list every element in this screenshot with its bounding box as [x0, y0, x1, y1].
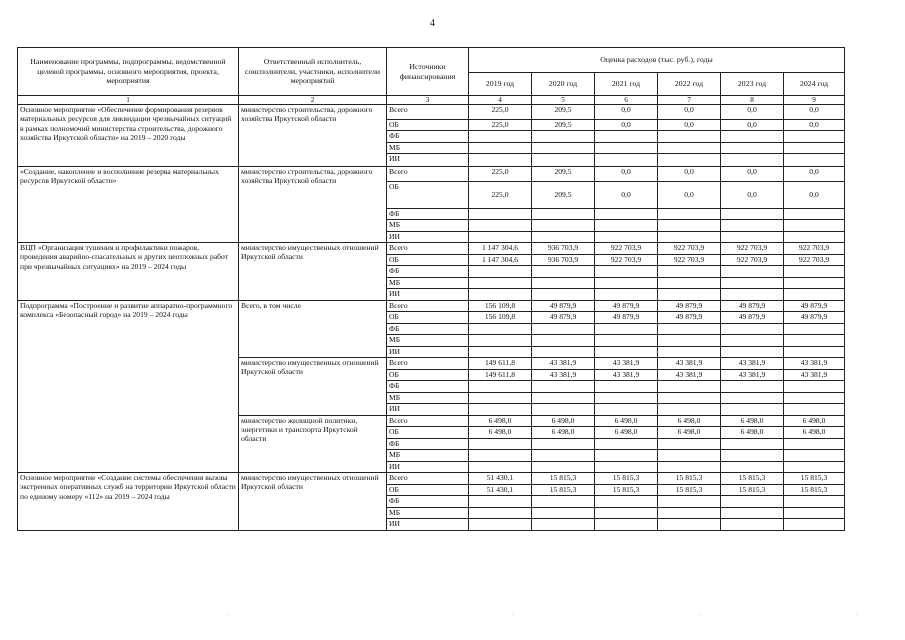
amount-cell: 0,0: [595, 167, 658, 182]
table-row: [18, 167, 845, 182]
program-name-cell: Подпрограмма «Построение и развитие аппаратно-программного комплекса «Безопасный город» на 2019 – 2024 годы: [18, 300, 239, 473]
amount-cell: 49 879,9: [658, 312, 721, 324]
column-index: 6: [595, 96, 658, 105]
amount-cell: [532, 519, 595, 531]
amount-cell: 0,0: [784, 181, 845, 208]
amount-cell: [784, 266, 845, 278]
amount-cell: [658, 346, 721, 358]
funding-source-cell: Всего: [387, 300, 469, 312]
amount-cell: [721, 335, 784, 347]
amount-cell: 43 381,9: [595, 369, 658, 381]
amount-cell: [721, 392, 784, 404]
table-row: [18, 473, 845, 485]
amount-cell: [532, 438, 595, 450]
amount-cell: [784, 346, 845, 358]
amount-cell: [469, 381, 532, 393]
funding-source-cell: ОБ: [387, 312, 469, 324]
amount-cell: [721, 450, 784, 462]
amount-cell: [532, 142, 595, 154]
header-year: 2023 год: [721, 73, 784, 96]
amount-cell: [721, 507, 784, 519]
column-index: 7: [658, 96, 721, 105]
funding-source-cell: ОБ: [387, 254, 469, 266]
amount-cell: [595, 404, 658, 416]
amount-cell: [595, 323, 658, 335]
amount-cell: 0,0: [658, 119, 721, 131]
amount-cell: [658, 142, 721, 154]
amount-cell: 6 498,0: [721, 415, 784, 427]
amount-cell: 225,0: [469, 119, 532, 131]
amount-cell: [658, 507, 721, 519]
amount-cell: [469, 154, 532, 167]
amount-cell: [784, 277, 845, 289]
amount-cell: 15 815,3: [784, 473, 845, 485]
amount-cell: [784, 335, 845, 347]
column-index: 3: [387, 96, 469, 105]
amount-cell: 51 430,1: [469, 484, 532, 496]
funding-source-cell: ФБ: [387, 438, 469, 450]
amount-cell: [532, 131, 595, 143]
amount-cell: 43 381,9: [658, 369, 721, 381]
header-year: 2021 год: [595, 73, 658, 96]
amount-cell: 6 498,0: [658, 415, 721, 427]
amount-cell: 1 147 304,6: [469, 243, 532, 255]
amount-cell: [469, 277, 532, 289]
amount-cell: [721, 496, 784, 508]
header-sources-column: Источники финансирования: [387, 48, 469, 96]
amount-cell: [784, 496, 845, 508]
amount-cell: 51 430,1: [469, 473, 532, 485]
amount-cell: [784, 450, 845, 462]
amount-cell: [469, 131, 532, 143]
funding-source-cell: ИИ: [387, 346, 469, 358]
funding-source-cell: Всего: [387, 243, 469, 255]
amount-cell: [595, 450, 658, 462]
amount-cell: 49 879,9: [784, 312, 845, 324]
amount-cell: [784, 507, 845, 519]
amount-cell: [658, 438, 721, 450]
amount-cell: 922 703,9: [784, 254, 845, 266]
amount-cell: [595, 346, 658, 358]
amount-cell: 0,0: [595, 119, 658, 131]
amount-cell: [658, 519, 721, 531]
amount-cell: [532, 450, 595, 462]
amount-cell: [658, 323, 721, 335]
amount-cell: 49 879,9: [721, 300, 784, 312]
amount-cell: 922 703,9: [595, 243, 658, 255]
amount-cell: [784, 231, 845, 243]
program-name-cell: «Создание, накопление и восполнение резерва материальных ресурсов Иркутской области»: [18, 167, 239, 243]
amount-cell: [658, 461, 721, 473]
amount-cell: 156 109,8: [469, 312, 532, 324]
funding-source-cell: ИИ: [387, 519, 469, 531]
amount-cell: 209,5: [532, 105, 595, 120]
amount-cell: 15 815,3: [532, 484, 595, 496]
amount-cell: [595, 335, 658, 347]
amount-cell: 49 879,9: [595, 300, 658, 312]
amount-cell: 43 381,9: [784, 358, 845, 370]
amount-cell: [784, 220, 845, 232]
executor-cell: министерство строительства, дорожного хозяйства Иркутской области: [239, 167, 387, 243]
amount-cell: [469, 231, 532, 243]
header-estimate: Оценка расходов (тыс. руб.), годы: [469, 48, 845, 73]
funding-source-cell: МБ: [387, 335, 469, 347]
amount-cell: 225,0: [469, 181, 532, 208]
table-row: [18, 300, 845, 312]
amount-cell: 43 381,9: [595, 358, 658, 370]
amount-cell: [532, 266, 595, 278]
amount-cell: [469, 461, 532, 473]
amount-cell: [721, 142, 784, 154]
amount-cell: 49 879,9: [658, 300, 721, 312]
funding-source-cell: ФБ: [387, 208, 469, 220]
amount-cell: [784, 438, 845, 450]
amount-cell: 922 703,9: [721, 243, 784, 255]
amount-cell: [658, 289, 721, 301]
amount-cell: 43 381,9: [532, 369, 595, 381]
header-year: 2022 год: [658, 73, 721, 96]
program-name-cell: ВЦП «Организация тушения и профилактики пожаров, проведения аварийно-спасательных и других неотложных работ при чрезвычайных ситуациях» на 2019 – 2024 годы: [18, 243, 239, 301]
amount-cell: [658, 381, 721, 393]
funding-source-cell: ИИ: [387, 404, 469, 416]
amount-cell: 49 879,9: [595, 312, 658, 324]
amount-cell: [469, 496, 532, 508]
amount-cell: [595, 142, 658, 154]
executor-cell: министерство имущественных отношений Иркутской области: [239, 243, 387, 301]
amount-cell: 15 815,3: [721, 484, 784, 496]
amount-cell: 6 498,0: [595, 427, 658, 439]
amount-cell: [469, 208, 532, 220]
amount-cell: [721, 381, 784, 393]
amount-cell: 6 498,0: [532, 427, 595, 439]
amount-cell: [469, 404, 532, 416]
table-row: [18, 243, 845, 255]
amount-cell: 225,0: [469, 167, 532, 182]
executor-cell: министерство имущественных отношений Иркутской области: [239, 473, 387, 531]
amount-cell: [721, 266, 784, 278]
amount-cell: 43 381,9: [532, 358, 595, 370]
amount-cell: [658, 131, 721, 143]
amount-cell: [532, 220, 595, 232]
amount-cell: 6 498,0: [532, 415, 595, 427]
amount-cell: 156 109,8: [469, 300, 532, 312]
column-index: 1: [18, 96, 239, 105]
funding-source-cell: Всего: [387, 473, 469, 485]
funding-source-cell: ИИ: [387, 461, 469, 473]
amount-cell: 0,0: [658, 105, 721, 120]
amount-cell: [532, 289, 595, 301]
amount-cell: [658, 208, 721, 220]
table-row: [18, 105, 845, 120]
amount-cell: [595, 496, 658, 508]
executor-cell: министерство строительства, дорожного хозяйства Иркутской области: [239, 105, 387, 167]
amount-cell: [595, 381, 658, 393]
amount-cell: 225,0: [469, 105, 532, 120]
funding-source-cell: ОБ: [387, 369, 469, 381]
amount-cell: 15 815,3: [721, 473, 784, 485]
amount-cell: 922 703,9: [595, 254, 658, 266]
funding-source-cell: ФБ: [387, 131, 469, 143]
funding-source-cell: ИИ: [387, 231, 469, 243]
amount-cell: 922 703,9: [721, 254, 784, 266]
amount-cell: [658, 277, 721, 289]
amount-cell: [721, 519, 784, 531]
amount-cell: 6 498,0: [469, 415, 532, 427]
amount-cell: 6 498,0: [721, 427, 784, 439]
amount-cell: [532, 404, 595, 416]
amount-cell: 43 381,9: [721, 369, 784, 381]
amount-cell: 922 703,9: [784, 243, 845, 255]
amount-cell: 149 611,8: [469, 358, 532, 370]
column-index: 8: [721, 96, 784, 105]
amount-cell: [658, 450, 721, 462]
amount-cell: 0,0: [784, 167, 845, 182]
amount-cell: [469, 507, 532, 519]
amount-cell: [532, 392, 595, 404]
amount-cell: [721, 461, 784, 473]
amount-cell: [658, 220, 721, 232]
amount-cell: 15 815,3: [658, 484, 721, 496]
amount-cell: [784, 461, 845, 473]
amount-cell: [784, 142, 845, 154]
amount-cell: [658, 496, 721, 508]
amount-cell: 209,5: [532, 181, 595, 208]
amount-cell: [784, 323, 845, 335]
amount-cell: [532, 208, 595, 220]
amount-cell: [469, 392, 532, 404]
funding-source-cell: ОБ: [387, 181, 469, 208]
funding-source-cell: ИИ: [387, 154, 469, 167]
amount-cell: [721, 277, 784, 289]
funding-source-cell: ФБ: [387, 266, 469, 278]
amount-cell: 0,0: [721, 181, 784, 208]
amount-cell: 0,0: [658, 181, 721, 208]
amount-cell: [721, 208, 784, 220]
amount-cell: 6 498,0: [469, 427, 532, 439]
amount-cell: [595, 266, 658, 278]
amount-cell: 15 815,3: [532, 473, 595, 485]
amount-cell: 15 815,3: [658, 473, 721, 485]
amount-cell: 43 381,9: [784, 369, 845, 381]
amount-cell: 209,5: [532, 167, 595, 182]
funding-source-cell: ОБ: [387, 484, 469, 496]
amount-cell: 15 815,3: [595, 484, 658, 496]
amount-cell: [469, 323, 532, 335]
page-number: 4: [430, 18, 435, 29]
program-name-cell: Основное мероприятие «Создание системы обеспечения вызова экстренных оперативных служб на территории Иркутской области по единому номеру «112» на 2019 – 2024 годы: [18, 473, 239, 531]
amount-cell: [532, 496, 595, 508]
amount-cell: 936 703,9: [532, 254, 595, 266]
funding-source-cell: ФБ: [387, 496, 469, 508]
amount-cell: 1 147 304,6: [469, 254, 532, 266]
amount-cell: [721, 323, 784, 335]
amount-cell: [721, 438, 784, 450]
amount-cell: [532, 346, 595, 358]
amount-cell: 209,5: [532, 119, 595, 131]
amount-cell: [784, 154, 845, 167]
amount-cell: [532, 323, 595, 335]
amount-cell: [658, 266, 721, 278]
amount-cell: [658, 231, 721, 243]
amount-cell: [469, 519, 532, 531]
amount-cell: [784, 404, 845, 416]
amount-cell: 0,0: [721, 167, 784, 182]
amount-cell: 0,0: [784, 105, 845, 120]
amount-cell: [784, 289, 845, 301]
column-index: 5: [532, 96, 595, 105]
amount-cell: [469, 289, 532, 301]
amount-cell: [532, 461, 595, 473]
funding-source-cell: МБ: [387, 220, 469, 232]
amount-cell: 0,0: [721, 105, 784, 120]
amount-cell: 922 703,9: [658, 243, 721, 255]
funding-source-cell: ФБ: [387, 381, 469, 393]
amount-cell: [469, 450, 532, 462]
amount-cell: [469, 266, 532, 278]
amount-cell: [595, 208, 658, 220]
amount-cell: 0,0: [784, 119, 845, 131]
amount-cell: [469, 335, 532, 347]
funding-source-cell: МБ: [387, 277, 469, 289]
amount-cell: [658, 335, 721, 347]
amount-cell: [469, 438, 532, 450]
header-executor-column: Ответственный исполнитель, соисполнители, участники, исполнители мероприятий: [239, 48, 387, 96]
amount-cell: 149 611,8: [469, 369, 532, 381]
amount-cell: [532, 154, 595, 167]
amount-cell: [469, 346, 532, 358]
amount-cell: [595, 277, 658, 289]
amount-cell: [721, 404, 784, 416]
header-name-column: Наименование программы, подпрограммы, ведомственной целевой программы, основного мероприятия, проекта, мероприятия: [18, 48, 239, 96]
amount-cell: 15 815,3: [595, 473, 658, 485]
program-name-cell: Основное мероприятие «Обеспечение формирования резервов материальных ресурсов для ликвидации чрезвычайных ситуаций в рамках полномочий министерства строительства, дорожного хозяйства Иркутской области» на 2019 – 2020 годы: [18, 105, 239, 167]
amount-cell: 6 498,0: [658, 427, 721, 439]
amount-cell: [469, 220, 532, 232]
header-year: 2019 год: [469, 73, 532, 96]
amount-cell: 0,0: [721, 119, 784, 131]
amount-cell: [595, 154, 658, 167]
amount-cell: [658, 404, 721, 416]
amount-cell: 15 815,3: [784, 484, 845, 496]
amount-cell: [721, 154, 784, 167]
amount-cell: [532, 335, 595, 347]
amount-cell: [721, 231, 784, 243]
funding-source-cell: Всего: [387, 358, 469, 370]
amount-cell: 6 498,0: [784, 427, 845, 439]
amount-cell: [784, 392, 845, 404]
budget-table: [17, 47, 845, 531]
amount-cell: 49 879,9: [532, 300, 595, 312]
amount-cell: [595, 289, 658, 301]
amount-cell: 0,0: [595, 105, 658, 120]
amount-cell: [658, 154, 721, 167]
amount-cell: 0,0: [595, 181, 658, 208]
amount-cell: [532, 381, 595, 393]
amount-cell: [784, 519, 845, 531]
funding-source-cell: МБ: [387, 142, 469, 154]
amount-cell: [595, 392, 658, 404]
amount-cell: 43 381,9: [721, 358, 784, 370]
amount-cell: 6 498,0: [595, 415, 658, 427]
executor-cell: министерство имущественных отношений Иркутской области: [239, 358, 387, 416]
amount-cell: 936 703,9: [532, 243, 595, 255]
funding-source-cell: Всего: [387, 167, 469, 182]
executor-cell: Всего, в том числе: [239, 300, 387, 358]
funding-source-cell: Всего: [387, 415, 469, 427]
column-index: 9: [784, 96, 845, 105]
amount-cell: 49 879,9: [721, 312, 784, 324]
amount-cell: [784, 381, 845, 393]
amount-cell: 49 879,9: [784, 300, 845, 312]
column-index: 4: [469, 96, 532, 105]
amount-cell: 922 703,9: [658, 254, 721, 266]
amount-cell: 49 879,9: [532, 312, 595, 324]
amount-cell: 0,0: [658, 167, 721, 182]
amount-cell: [532, 231, 595, 243]
amount-cell: [595, 231, 658, 243]
funding-source-cell: ФБ: [387, 323, 469, 335]
header-year: 2020 год: [532, 73, 595, 96]
funding-source-cell: МБ: [387, 392, 469, 404]
funding-source-cell: МБ: [387, 507, 469, 519]
amount-cell: [595, 131, 658, 143]
amount-cell: [595, 438, 658, 450]
amount-cell: 6 498,0: [784, 415, 845, 427]
column-index: 2: [239, 96, 387, 105]
amount-cell: [784, 131, 845, 143]
amount-cell: [532, 277, 595, 289]
amount-cell: 43 381,9: [658, 358, 721, 370]
funding-source-cell: Всего: [387, 105, 469, 120]
amount-cell: [595, 220, 658, 232]
funding-source-cell: ОБ: [387, 119, 469, 131]
amount-cell: [469, 142, 532, 154]
amount-cell: [595, 461, 658, 473]
amount-cell: [784, 208, 845, 220]
amount-cell: [658, 392, 721, 404]
funding-source-cell: ОБ: [387, 427, 469, 439]
amount-cell: [595, 507, 658, 519]
funding-source-cell: МБ: [387, 450, 469, 462]
header-year: 2024 год: [784, 73, 845, 96]
amount-cell: [721, 131, 784, 143]
amount-cell: [721, 346, 784, 358]
amount-cell: [532, 507, 595, 519]
executor-cell: министерство жилищной политики, энергетики и транспорта Иркутской области: [239, 415, 387, 473]
amount-cell: [595, 519, 658, 531]
funding-source-cell: ИИ: [387, 289, 469, 301]
amount-cell: [721, 220, 784, 232]
amount-cell: [721, 289, 784, 301]
